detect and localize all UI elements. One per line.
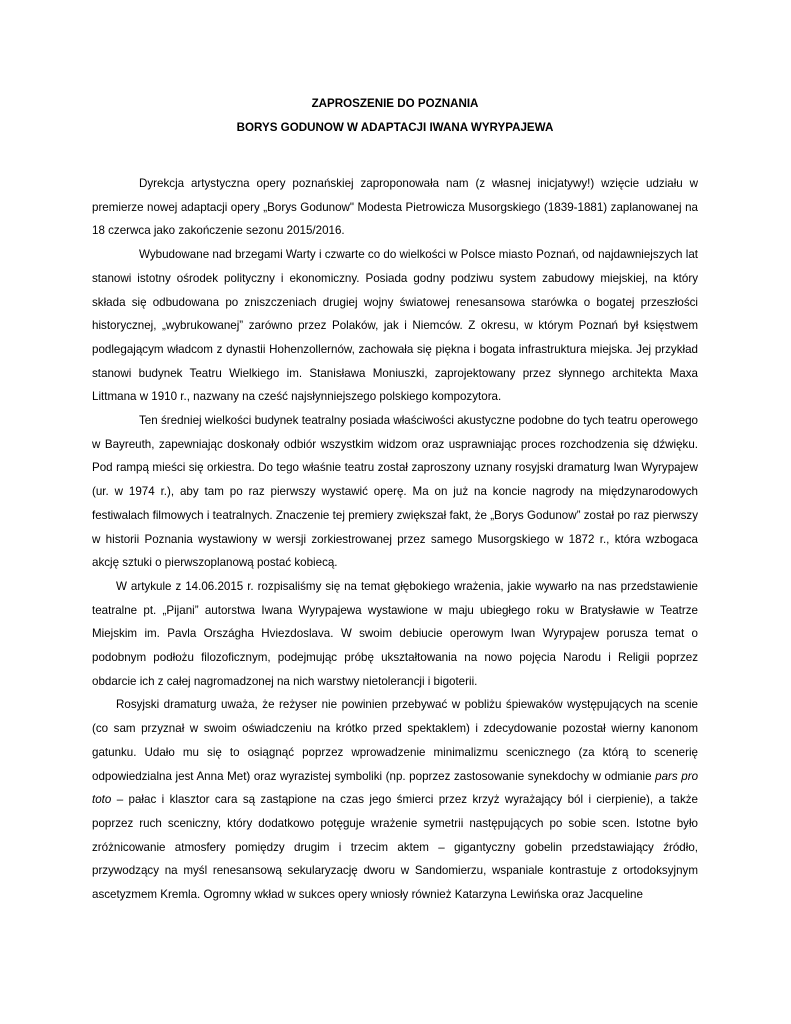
paragraph-5-italic-term: pars pro toto	[92, 769, 699, 807]
title-spacer	[92, 139, 698, 172]
document-title-line-1: ZAPROSZENIE DO POZNANIA	[311, 97, 479, 110]
paragraph-5-text-a: Rosyjski dramaturg uważa, że reżyser nie powinien przebywać w pobliżu śpiewaków występujących na scenie (co sam przyznał w swoim oświadczeniu na krótko przed spektaklem) i zdecydowanie pozostał wierny kanonom gatunku. Udało mu się to osiągnąć poprzez wprowadzenie minimalizmu scenicznego (za którą to scenerię odpowiedzialna jest Anna Met) oraz wyrazistej symboliki (np. poprzez zastosowanie synekdochy w odmianie	[92, 698, 698, 783]
paragraph-5-text-b: – pałac i klasztor cara są zastąpione na czas jego śmierci przez krzyż wyrażający ból i cierpienie), a także poprzez ruch sceniczny, który dodatkowo potęguje wrażenie symetrii następujących po sobie scen. Istotne było zróżnicowanie atmosfery pomiędzy drugim i trzecim aktem – gigantyczny gobelin przedstawiający źródło, przywodzący na myśl renesansową sekularyzację dworu w Sandomierzu, wspaniale kontrastuje z ortodoksyjnym ascetyzmem Kremla. Ogromny wkład w sukces opery wniosły również Katarzyna Lewińska oraz Jacqueline	[92, 793, 698, 902]
paragraph-5	[92, 693, 698, 906]
paragraph-4: W artykule z 14.06.2015 r. rozpisaliśmy się na temat głębokiego wrażenia, jakie wywarło na nas przedstawienie teatralne pt. „Pijani” autorstwa Iwana Wyrypajewa wystawione w maju ubiegłego roku w Bratysławie w Teatrze Miejskim im. Pavla Országha Hviezdoslava. W swoim debiucie operowym Iwan Wyrypajew porusza temat o podobnym podłożu filozoficznym, podejmując próbę ukształtowania na nowo pojęcia Narodu i Religii poprzez obdarcie ich z całej nagromadzonej na nich warstwy nietolerancji i bigoterii.	[92, 579, 698, 688]
document-page	[92, 92, 698, 907]
paragraph-3: Ten średniej wielkości budynek teatralny posiada właściwości akustyczne podobne do tych teatru operowego w Bayreuth, zapewniając doskonały odbiór wszystkim widzom oraz usprawniając proces rozchodzenia się dźwięku. Pod rampą mieści się orkiestra. Do tego właśnie teatru został zaproszony uznany rosyjski dramaturg Iwan Wyrypajew (ur. w 1974 r.), aby tam po raz pierwszy wystawić operę. Ma on już na koncie nagrody na międzynarodowych festiwalach filmowych i teatralnych. Znaczenie tej premiery zwiększał fakt, że „Borys Godunow” został po raz pierwszy w historii Poznania wystawiony w wersji zorkiestrowanej przez samego Musorgskiego w 1872 r., która wzbogaca akcję sztuki o pierwszoplanową postać kobiecą.	[92, 414, 698, 570]
paragraph-2: Wybudowane nad brzegami Warty i czwarte co do wielkości w Polsce miasto Poznań, od najdawniejszych lat stanowi istotny ośrodek polityczny i ekonomiczny. Posiada godny podziwu system zabudowy miejskiej, na który składa się odbudowana po zniszczeniach drugiej wojny światowej renesansowa starówka o bogatej przeszłości historycznej, „wybrukowanej” zarówno przez Polaków, jak i Niemców. Z okresu, w którym Poznań był księstwem podlegającym władcom z dynastii Hohenzollernów, zachowała się piękna i bogata infrastruktura miejska. Jej przykład stanowi budynek Teatru Wielkiego im. Stanisława Moniuszki, zaprojektowany przez słynnego architekta Maxa Littmana w 1910 r., nazwany na cześć najsłynniejszego polskiego kompozytora.	[92, 248, 698, 404]
paragraph-1: Dyrekcja artystyczna opery poznańskiej zaproponowała nam (z własnej inicjatywy!) wzięcie udziału w premierze nowej adaptacji opery „Borys Godunow" Modesta Pietrowicza Musorgskiego (1839-1881) zaplanowanej na 18 czerwca jako zakończenie sezonu 2015/2016.	[92, 177, 698, 238]
document-title-line-2: BORYS GODUNOW W ADAPTACJI IWANA WYRYPAJEWA	[236, 120, 554, 134]
